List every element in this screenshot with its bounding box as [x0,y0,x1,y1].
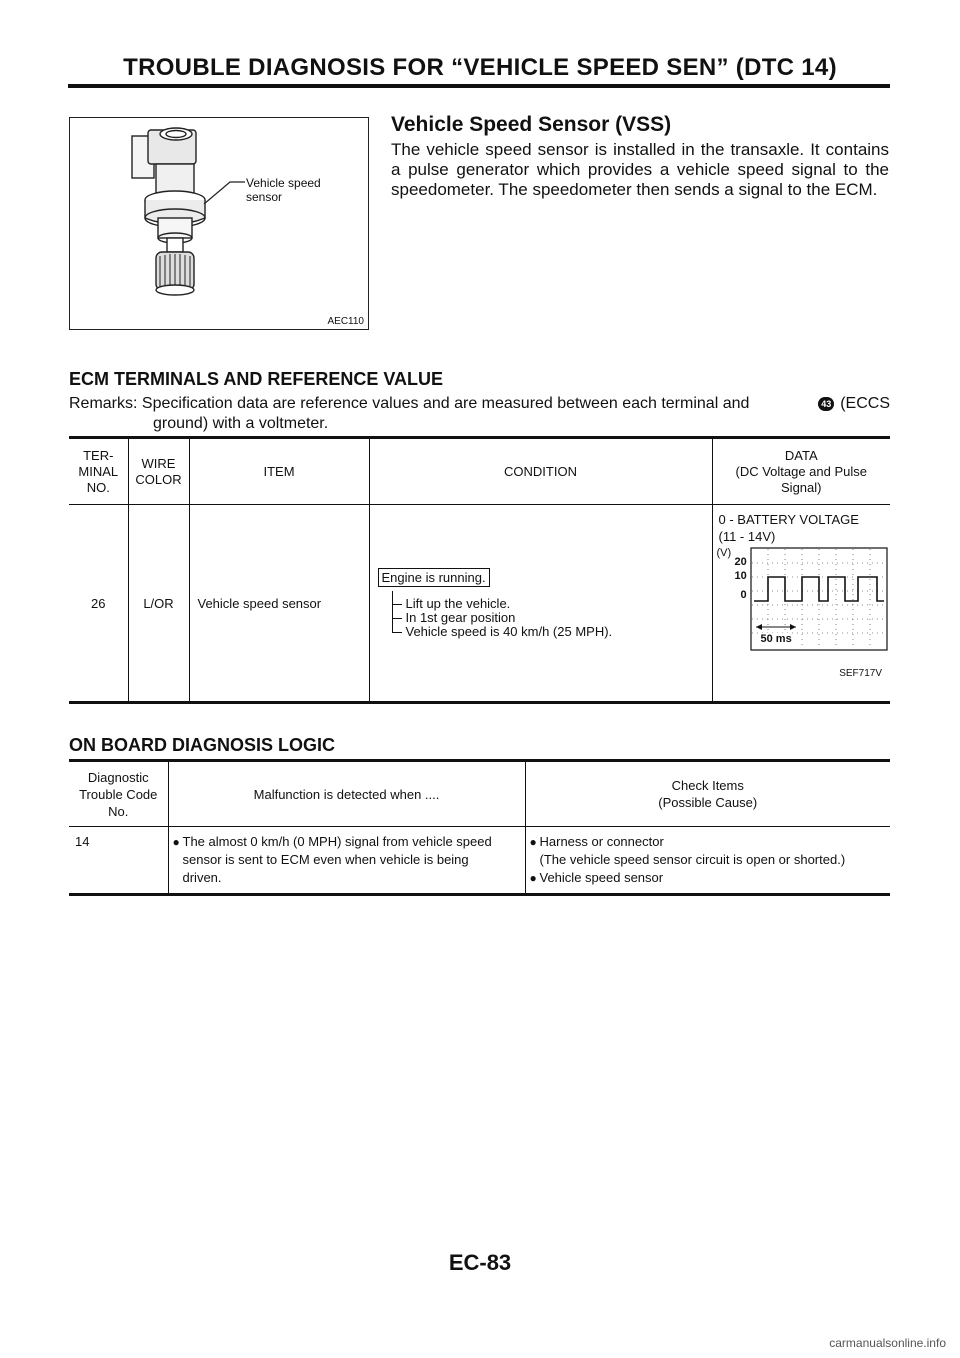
col-item: ITEM [189,438,369,505]
cell-dtc: 14 [75,834,90,849]
figure-code: AEC110 [327,316,364,327]
col-malfunction: Malfunction is detected when .... [168,761,525,827]
vss-description: The vehicle speed sensor is installed in the transaxle. It contains a pulse generator which provides a vehicle speed signal to the speedometer. The speedometer then sends a signal to the ECM. [391,140,889,199]
cell-data: 0 - BATTERY VOLTAGE (11 - 14V) (V) 20 10 0 50 ms SEF717V [712,505,890,703]
condition-box: Engine is running. [378,568,490,587]
cell-terminal: 26 [91,595,106,611]
cell-wire: L/OR [128,505,189,703]
header-rule [68,84,890,88]
sensor-callout-label: Vehicle speed sensor [246,176,321,204]
table-header-row [69,438,890,505]
sensor-figure [69,117,369,330]
ecm-remarks: Remarks: Specification data are reference values and are measured between each terminal and 43 (ECCS ground) with a voltmeter. [69,395,890,432]
page-header-title: TROUBLE DIAGNOSIS FOR “VEHICLE SPEED SEN” (DTC 14) [123,54,837,81]
cell-check-items: ● Harness or connector (The vehicle speed sensor circuit is open or shorted.) ● Vehicle speed sensor [525,827,890,895]
col-condition: CONDITION [369,438,712,505]
col-data: DATA (DC Voltage and Pulse Signal) [712,438,890,505]
watermark: carmanualsonline.info [829,1336,946,1350]
scope-code: SEF717V [839,668,882,679]
page-number: EC-83 [448,1250,512,1275]
col-dtc: Diagnostic Trouble Code No. [79,769,158,819]
bullet-icon: ● [172,835,180,849]
bullet-icon: ● [529,871,537,885]
condition-sub-items: Lift up the vehicle. In 1st gear position Vehicle speed is 40 km/h (25 MPH). [392,597,712,639]
table-row [69,505,890,703]
cell-malfunction: ● The almost 0 km/h (0 MPH) signal from vehicle speed sensor is sent to ECM even when vehicle is being driven. [168,827,525,895]
col-check-items: Check Items (Possible Cause) [525,761,890,827]
ecm-section-title: ECM TERMINALS AND REFERENCE VALUE [69,369,444,389]
obd-section-title: ON BOARD DIAGNOSIS LOGIC [69,735,336,755]
bullet-icon: ● [529,835,537,849]
sensor-illustration [70,118,368,329]
cell-item: Vehicle speed sensor [189,505,369,703]
oscilloscope-waveform: (V) 20 10 0 50 ms SEF717V [719,553,891,673]
cell-condition [369,505,712,703]
obd-logic-table [69,759,890,896]
table-header-row [69,761,890,827]
col-terminal-no: TER- MINAL NO. [78,447,119,495]
ecm-terminal-table [69,436,890,704]
table-row [69,827,890,895]
terminal-ref-badge: 43 [818,397,834,411]
vss-title: Vehicle Speed Sensor (VSS) [391,113,672,136]
col-wire-color: WIRE COLOR [128,438,189,505]
